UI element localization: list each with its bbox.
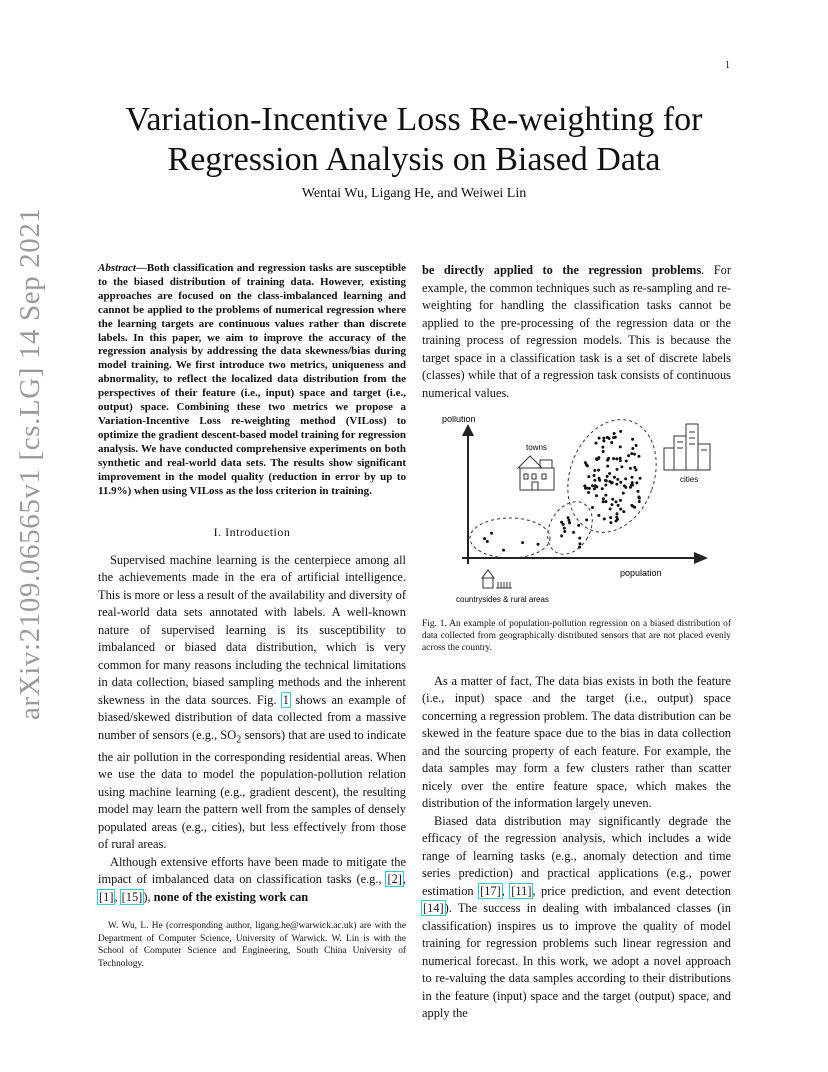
sample-point — [619, 445, 622, 448]
citation-link[interactable]: [11] — [511, 883, 532, 898]
sample-point — [616, 468, 619, 471]
citation-link[interactable]: [2] — [387, 872, 402, 887]
sample-point — [568, 519, 571, 522]
sample-point — [630, 504, 633, 507]
sample-point — [630, 484, 633, 487]
left-column — [98, 262, 406, 970]
intro-paragraph-2: Although extensive efforts have been made to mitigate the impact of imbalanced data on classification tasks (e.g., [2], [1], [15]), none of the existing work can — [98, 854, 406, 904]
sample-point — [567, 516, 570, 519]
sample-point — [611, 498, 614, 501]
sample-point — [562, 523, 565, 526]
sample-point — [578, 537, 581, 540]
sample-point — [612, 457, 615, 460]
sample-point — [629, 467, 632, 470]
sample-point — [577, 524, 580, 527]
sample-point — [595, 485, 598, 488]
citation-link[interactable]: [1] — [99, 889, 114, 904]
x-axis-arrow — [694, 552, 708, 564]
sample-point — [619, 481, 622, 484]
sample-point — [606, 475, 609, 478]
sample-point — [563, 527, 566, 530]
sample-point — [633, 506, 636, 509]
sample-point — [587, 491, 590, 494]
sample-point — [635, 444, 638, 447]
sample-point — [584, 461, 587, 464]
sample-point — [633, 466, 636, 469]
sample-point — [563, 530, 566, 533]
y-axis-label: pollution — [442, 416, 476, 424]
sample-point — [593, 469, 596, 472]
arxiv-stamp: arXiv:2109.06565v1 [cs.LG] 14 Sep 2021 — [14, 207, 46, 720]
sample-point — [578, 546, 581, 549]
sample-point — [588, 487, 591, 490]
sample-point — [615, 512, 618, 515]
sample-point — [597, 514, 600, 517]
sample-point — [635, 481, 638, 484]
sample-point — [609, 521, 612, 524]
rural-cluster — [470, 518, 550, 558]
sample-point — [604, 500, 607, 503]
sample-point — [615, 457, 618, 460]
sample-point — [591, 506, 594, 509]
sample-point — [604, 484, 607, 487]
sample-point — [568, 521, 571, 524]
sample-point — [630, 452, 633, 455]
sample-point — [631, 481, 634, 484]
sample-point — [620, 465, 623, 468]
sample-point — [595, 494, 598, 497]
sample-point — [490, 532, 493, 535]
sample-point — [610, 503, 613, 506]
paper-title — [100, 100, 728, 180]
sample-point — [598, 477, 601, 480]
abstract-text: —Both classification and regression tasks are susceptible to the biased distribution of training data. However, existing approaches are focused on the class-imbalanced learning and cannot be applied to the problems of numerical regression where the learning targets are continuous values rather than discrete labels. In this paper, we aim to improve the accuracy of the regression analysis by addressing the data skewness/bias during model training. We first introduce two metrics, uniqueness and abnormality, to reflect the localized data distribution from the perspectives of their feature (i.e., input) space and target (i.e., output) space. Combining these two metrics we propose a Variation-Incentive Loss re-weighting method (VILoss) to optimize the gradient descent-based model training for regression analysis. We have conducted comprehensive experiments on both synthetic and real-world data sets. The results show significant improvement in the model quality (reduction in error by up to 11.9%) when using VILoss as the loss criterion in training. — [98, 262, 406, 497]
sample-point — [615, 516, 618, 519]
sample-point — [637, 455, 640, 458]
sample-point — [602, 450, 605, 453]
section-heading: I. Introduction — [213, 525, 291, 540]
figure-1 — [422, 416, 731, 612]
right-paragraph-2: As a matter of fact, The data bias exists in both the feature (i.e., input) space and the target (i.e., output) space concerning a regression problem. The data distribution can be skewed in the feature space due to the bias in data collection and the sourcing property of each feature. For example, the data samples may form a few clusters rather than scatter nicely over the entire feature space, which makes the distribution of the information largely uneven. — [422, 673, 731, 811]
sample-point — [627, 454, 630, 457]
sample-point — [572, 531, 575, 534]
sample-points — [483, 430, 641, 552]
sample-point — [605, 479, 608, 482]
citation-link[interactable]: [15] — [121, 889, 143, 904]
right-column — [422, 262, 731, 1023]
rural-label: countrysides & rural areas — [456, 595, 549, 604]
sample-point — [486, 540, 489, 543]
sample-point — [610, 441, 613, 444]
sample-point — [613, 476, 616, 479]
sample-point — [583, 484, 586, 487]
sample-point — [579, 542, 582, 545]
sample-point — [613, 432, 616, 435]
sample-point — [502, 549, 505, 552]
intro-paragraph-1: Supervised machine learning is the centerpiece among all the achievements made in the era of artificial intelligence. This is more or less a result of the availability and diversity of real-world data sets annotated with labels. A well-known nature of supervised learning is its susceptibility to imbalanced or biased data distribution, which is very common for many reasons including the technical limitations in data collection, biased sampling methods and the inherent skewness in the data sources. Fig. 1 shows an example of biased/skewed distribution of data collected from a massive number of sensors (e.g., $SO_2$ sensors) that are used to indicate the air pollution in the corresponding residential areas. When we use the data to model the population-pollution relation using machine learning (e.g., gradient descent), the resulting model may learn the pattern well from the samples of densely populated areas (e.g., cities), but less effectively from those of rural areas. — [98, 552, 407, 852]
sample-point — [602, 497, 605, 500]
sample-point — [619, 508, 622, 511]
sample-point — [636, 490, 639, 493]
sample-point — [604, 494, 607, 497]
sample-point — [598, 437, 601, 440]
sample-point — [601, 446, 604, 449]
towns-icon — [518, 456, 554, 490]
towns-label: towns — [526, 443, 547, 452]
sample-point — [612, 436, 615, 439]
abstract-lead: Abstract — [98, 262, 136, 274]
sample-point — [622, 492, 625, 495]
sample-point — [602, 500, 605, 503]
sample-point — [606, 465, 609, 468]
sample-point — [633, 453, 636, 456]
sample-point — [594, 442, 597, 445]
sample-point — [624, 477, 627, 480]
title-line-2: Regression Analysis on Biased Data — [167, 141, 661, 178]
sample-point — [602, 439, 605, 442]
page-number: 1 — [725, 60, 730, 71]
sample-point — [560, 534, 563, 537]
sample-point — [597, 457, 600, 460]
sample-point — [607, 457, 610, 460]
sample-point — [608, 437, 611, 440]
sample-point — [521, 541, 524, 544]
y-axis-arrow — [462, 424, 474, 436]
citation-link[interactable]: [14] — [423, 901, 444, 916]
sample-point — [609, 507, 612, 510]
abstract — [98, 262, 406, 498]
sample-point — [593, 479, 596, 482]
sample-point — [603, 517, 606, 520]
sample-point — [616, 478, 619, 481]
sample-point — [593, 487, 596, 490]
sample-point — [585, 518, 588, 521]
sample-point — [483, 537, 486, 540]
sample-point — [602, 437, 605, 440]
sample-point — [639, 477, 642, 480]
rural-icon — [482, 570, 512, 588]
sample-point — [631, 447, 634, 450]
sample-point — [609, 516, 612, 519]
sample-point — [608, 472, 611, 475]
sample-point — [624, 486, 627, 489]
sample-point — [630, 476, 633, 479]
figure-ref-link[interactable]: 1 — [282, 692, 289, 707]
sample-point — [597, 469, 600, 472]
sample-point — [638, 500, 641, 503]
sample-point — [625, 460, 628, 463]
sample-point — [619, 499, 622, 502]
sample-point — [619, 457, 622, 460]
right-paragraph-1: be directly applied to the regression problems. For example, the common techniques such as re-sampling and re-weighting for handling the classification tasks cannot be applied to the pre-processing of the regression data or the training process of regression models. This is because the target space in a classification task is a set of discrete labels (classes) while that of a regression task consists of continuous numerical values. — [422, 263, 731, 400]
sample-point — [615, 500, 618, 503]
sample-point — [608, 480, 611, 483]
cities-icon — [664, 424, 710, 470]
sample-point — [593, 474, 596, 477]
sample-point — [591, 484, 594, 487]
sample-point — [637, 495, 640, 498]
title-line-1: Variation-Incentive Loss Re-weighting for — [125, 101, 703, 138]
sample-point — [631, 438, 634, 441]
cities-label: cities — [680, 475, 699, 484]
authors: Wentai Wu, Ligang He, and Weiwei Lin — [301, 186, 527, 201]
sample-point — [587, 475, 590, 478]
cities-cluster — [553, 416, 672, 545]
figure-diagram — [422, 416, 722, 606]
x-axis-label: population — [620, 568, 662, 578]
figure-caption: Fig. 1. An example of population-pollution regression on a biased distribution of data collected from geographically distributed sensors that are not placed evenly across the country. — [422, 618, 731, 654]
sample-point — [615, 483, 618, 486]
sample-point — [617, 504, 620, 507]
sample-point — [619, 430, 622, 433]
sample-point — [622, 510, 625, 513]
footnote: W. Wu, L. He (corresponding author, ligang.he@warwick.ac.uk) are with the Department of Computer Science, University of Warwick. W. Lin is with the School of Computer Science and Engineering, South China University of Technology. — [98, 921, 406, 969]
sample-point — [601, 487, 604, 490]
sample-point — [635, 468, 638, 471]
right-paragraph-3: Biased data distribution may significantly degrade the efficacy of the regression analysis, which includes a wide range of learning tasks (e.g., anomaly detection and time series prediction) and practical applications (e.g., power estimation [17], [11], price prediction, and event detection [14]). The success in dealing with imbalanced classes (in classification) inspires us to improve the quality of model training for regression problems such linear regression and numerical forecast. In this work, we adopt a novel approach to re-valuing the data samples according to their distributions in the feature (input) space and the target (output) space, and apply the — [422, 813, 731, 1021]
sample-point — [537, 543, 540, 546]
citation-link[interactable]: [17] — [480, 883, 501, 898]
